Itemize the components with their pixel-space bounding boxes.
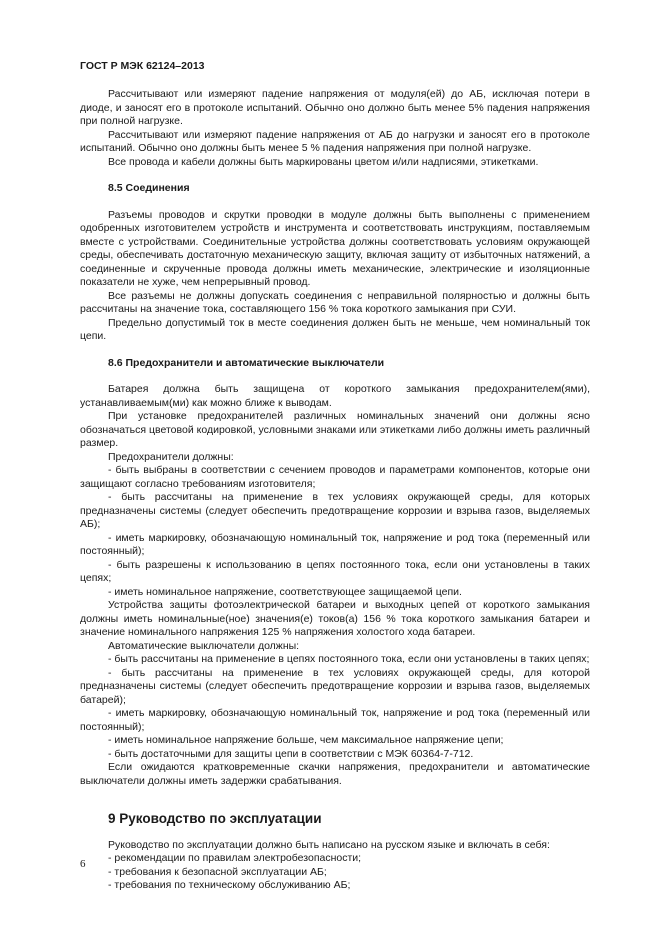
paragraph: Автоматические выключатели должны: <box>108 639 300 652</box>
list-item: - быть рассчитаны на применение в цепях постоянного тока, если они установлены в таких цепях; <box>108 653 590 665</box>
list-item: - иметь номинальное напряжение, соответствующее защищаемой цепи. <box>108 585 462 598</box>
list-item: - иметь номинальное напряжение больше, чем максимальное напряжение цепи; <box>108 734 504 746</box>
paragraph: Предохранители должны: <box>108 450 234 463</box>
section-heading-9: 9 Руководство по эксплуатации <box>108 811 322 826</box>
paragraph: Рассчитывают или измеряют падение напряжения от модуля(ей) до АБ, исключая потери в диоде, и заносят его в протоколе испытаний. Обычно оно должно быть менее 5% падения напряжения при полной нагрузке. <box>80 88 590 127</box>
list-item: - быть рассчитаны на применение в тех условиях окружающей среды, для которых предназначены системы (следует обеспечить предотвращение коррозии и взрыва газов, выделяемых АБ); <box>80 491 590 530</box>
list-item: - требования к безопасной эксплуатации АБ; <box>108 865 327 878</box>
paragraph: Батарея должна быть защищена от короткого замыкания предохранителем(ями), устанавливаемым(ми) как можно ближе к выводам. <box>80 383 590 409</box>
list-item: - иметь маркировку, обозначающую номинальный ток, напряжение и род тока (переменный или постоянный); <box>80 531 590 557</box>
paragraph: При установке предохранителей различных номинальных значений они должны ясно обозначаться цветовой кодировкой, условными знаками или этикетками либо должны иметь различный размер. <box>80 410 590 449</box>
list-item: - быть выбраны в соответствии с сечением проводов и параметрами компонентов, которые они защищают согласно требованиям изготовителя; <box>80 464 590 490</box>
paragraph: Все провода и кабели должны быть маркированы цветом и/или надписями, этикетками. <box>108 155 539 168</box>
section-heading-8-6: 8.6 Предохранители и автоматические выключатели <box>108 356 385 369</box>
paragraph: Если ожидаются кратковременные скачки напряжения, предохранители и автоматические выключатели должны иметь задержки срабатывания. <box>80 761 590 787</box>
paragraph: Предельно допустимый ток в месте соединения должен быть не меньше, чем номинальный ток цепи. <box>80 316 590 342</box>
paragraph: Разъемы проводов и скрутки проводки в модуле должны быть выполнены с применением одобренных изготовителем устройств и инструмента и соответствовать инструкциям, поставляемым вместе с устройствами. Соединительные устройства должны соответствовать условиям окружающей среды, обеспечивать достаточную механическую защиту, включая защиту от избыточных натяжений, а соединенные и скрученные провода должны иметь механические, электрические и изоляционные показатели не хуже, чем непрерывный провод. <box>80 208 590 288</box>
document-body <box>80 88 590 893</box>
list-item: - рекомендации по правилам электробезопасности; <box>108 852 362 864</box>
paragraph: Руководство по эксплуатации должно быть написано на русском языке и включать в себя: <box>108 838 550 851</box>
list-item: - быть разрешены к использованию в цепях постоянного тока, если они установлены в таких цепях; <box>80 558 590 584</box>
paragraph: Рассчитывают или измеряют падение напряжения от АБ до нагрузки и заносят его в протоколе испытаний. Обычно оно должны быть менее 5 % падения напряжения при полной нагрузке. <box>80 128 590 154</box>
list-item: - требования по техническому обслуживанию АБ; <box>108 879 351 891</box>
page-number: 6 <box>80 858 86 870</box>
list-item: - быть достаточными для защиты цепи в соответствии с МЭК 60364-7-712. <box>108 747 474 760</box>
document-header: ГОСТ Р МЭК 62124–2013 <box>80 60 205 72</box>
paragraph: Все разъемы не должны допускать соединения с неправильной полярностью и должны быть рассчитаны на значение тока, составляющего 156 % тока короткого замыкания при СУИ. <box>80 289 590 315</box>
list-item: - иметь маркировку, обозначающую номинальный ток, напряжение и род тока (переменный или постоянный); <box>80 707 590 733</box>
list-item: - быть рассчитаны на применение в тех условиях окружающей среды, для которой предназначены системы (следует обеспечить предотвращение коррозии и взрыва газов, выделяемых батарей); <box>80 666 590 706</box>
paragraph: Устройства защиты фотоэлектрической батареи и выходных цепей от короткого замыкания должны иметь номинальные(ное) значения(е) токов(а) 156 % тока короткого замыкания батареи и значение номинального напряжения 125 % напряжения холостого хода батареи. <box>80 599 590 638</box>
section-heading-8-5: 8.5 Соединения <box>108 182 190 194</box>
